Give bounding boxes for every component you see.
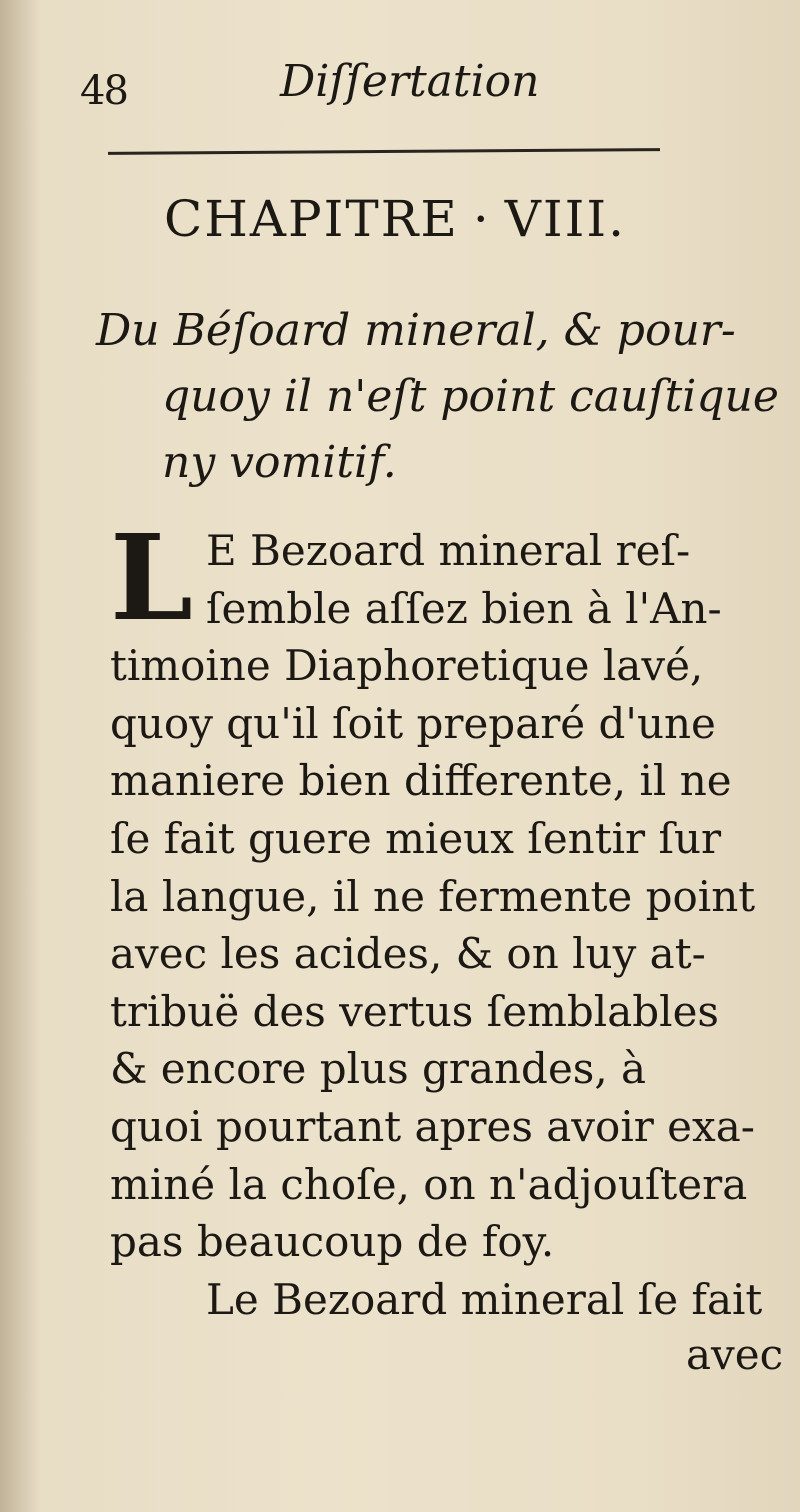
text-line: quoi pourtant apres avoir exa-: [110, 1101, 755, 1151]
page-gutter-shadow: [0, 0, 40, 1512]
text-line: miné la choſe, on n'adjouſtera: [110, 1159, 748, 1209]
drop-cap: L: [110, 508, 193, 647]
subtitle-line: quoy il n'eſt point cauſtique: [162, 371, 779, 422]
text-line: ſemble aſſez bien à l'An-: [206, 583, 722, 633]
chapter-subtitle: [96, 298, 779, 496]
text-line: ſe fait guere mieux ſentir ſur: [110, 813, 722, 863]
text-line: pas beaucoup de foy.: [110, 1217, 555, 1267]
catchword: avec: [686, 1330, 784, 1379]
text-line: tribuë des vertus ſemblables: [110, 986, 719, 1036]
text-line: maniere bien differente, il ne: [110, 756, 732, 806]
chapter-numeral: VIII.: [504, 190, 627, 248]
text-line: timoine Diaphoretique lavé,: [110, 641, 704, 691]
text-line: la langue, il ne fermente point: [110, 871, 756, 921]
text-line: & encore plus grandes, à: [110, 1044, 647, 1094]
body-text: [110, 508, 782, 1328]
running-title: Diſſertation: [280, 56, 540, 107]
subtitle-line: ny vomitif.: [162, 437, 397, 488]
text-line: quoy qu'il ſoit preparé d'une: [110, 698, 716, 748]
chapter-word: CHAPITRE: [164, 190, 459, 248]
text-line: E Bezoard mineral reſ-: [206, 526, 691, 575]
text-line: avec les acides, & on luy at-: [110, 929, 706, 979]
page-number: 48: [80, 68, 127, 114]
header-rule: [108, 148, 660, 155]
chapter-heading: [164, 190, 626, 248]
text-line: Le Bezoard mineral ſe fait: [206, 1274, 763, 1324]
chapter-separator: ·: [472, 190, 491, 248]
page-header: [80, 48, 680, 118]
subtitle-line: Du Béſoard mineral, & pour-: [96, 305, 736, 356]
